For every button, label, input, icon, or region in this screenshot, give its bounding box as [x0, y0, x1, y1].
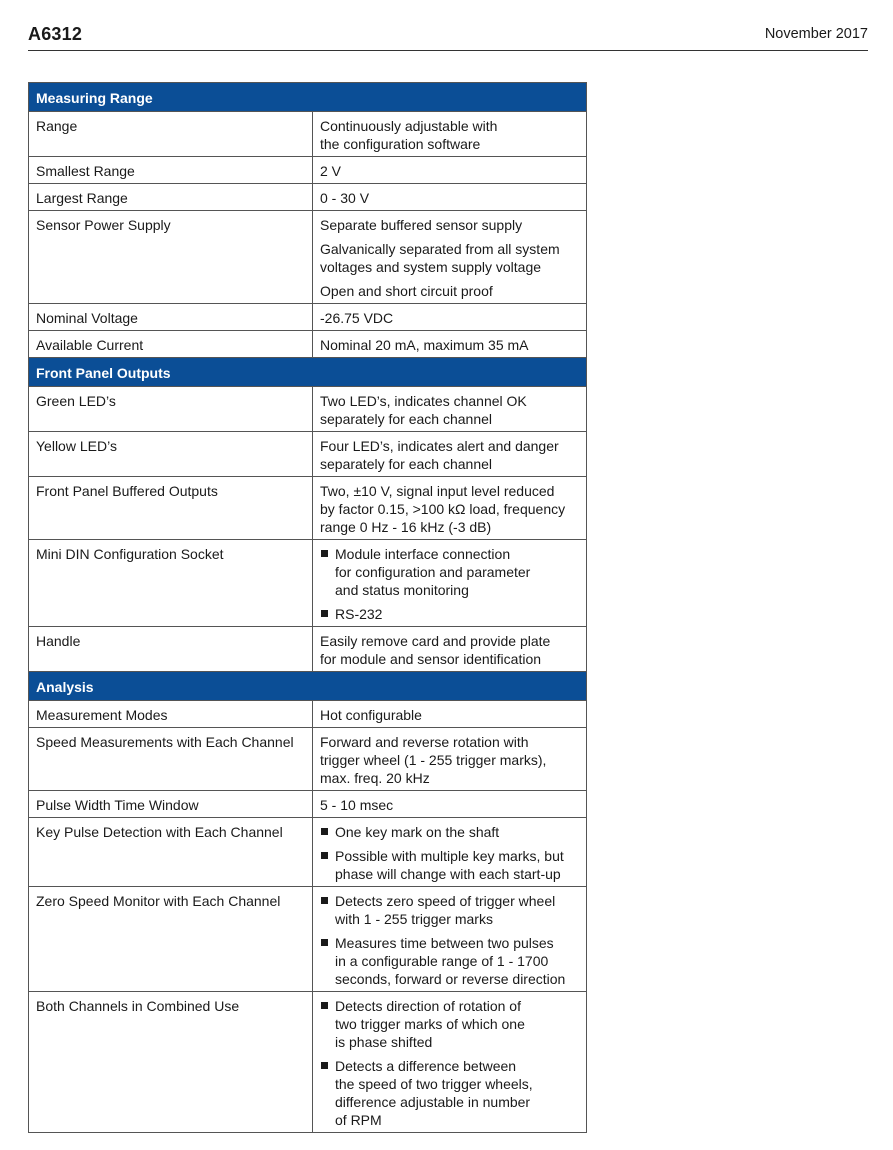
document-id: A6312	[28, 24, 83, 44]
spec-value	[313, 477, 587, 540]
spec-label: Available Current	[29, 331, 313, 358]
spec-row-mini-din-configuration-socket	[29, 540, 587, 627]
bullet-text: Detects direction of rotation of two trigger marks of which one is phase shifted	[335, 998, 525, 1050]
spec-label: Green LED’s	[29, 387, 313, 432]
bullet-item	[320, 997, 579, 1051]
spec-value	[313, 540, 587, 627]
value-line: Easily remove card and provide plate for module and sensor identification	[320, 633, 551, 667]
value-line: Open and short circuit proof	[320, 283, 493, 299]
bullet-list	[320, 823, 579, 883]
specification-table	[28, 82, 587, 1133]
spec-row-zero-speed-monitor-with-each-channel	[29, 887, 587, 992]
square-bullet-icon	[321, 828, 328, 835]
section-header-front-panel-outputs	[29, 358, 587, 387]
document-date: November 2017	[764, 26, 868, 42]
spec-label: Both Channels in Combined Use	[29, 992, 313, 1133]
bullet-text: Detects a difference between the speed of two trigger wheels, difference adjustable in number of RPM	[335, 1058, 533, 1128]
spec-value	[313, 887, 587, 992]
spec-row-handle	[29, 627, 587, 672]
spec-label: Speed Measurements with Each Channel	[29, 728, 313, 791]
spec-row-green-led-s	[29, 387, 587, 432]
value-line: Forward and reverse rotation with trigger wheel (1 - 255 trigger marks), max. freq. 20 kHz	[320, 734, 547, 786]
spec-label: Yellow LED’s	[29, 432, 313, 477]
spec-row-yellow-led-s	[29, 432, 587, 477]
square-bullet-icon	[321, 939, 328, 946]
spec-value	[313, 331, 587, 358]
section-title: Analysis	[29, 672, 587, 701]
bullet-list	[320, 997, 579, 1129]
bullet-text: Possible with multiple key marks, but phase will change with each start-up	[335, 848, 564, 882]
value-line: -26.75 VDC	[320, 310, 394, 326]
spec-row-front-panel-buffered-outputs	[29, 477, 587, 540]
value-line: 2 V	[320, 163, 342, 179]
bullet-item	[320, 847, 579, 883]
value-line: Hot configurable	[320, 707, 422, 723]
spec-value	[313, 304, 587, 331]
bullet-text: Detects zero speed of trigger wheel with 1 - 255 trigger marks	[335, 893, 556, 927]
spec-label: Measurement Modes	[29, 701, 313, 728]
section-title: Front Panel Outputs	[29, 358, 587, 387]
spec-label: Front Panel Buffered Outputs	[29, 477, 313, 540]
spec-value	[313, 387, 587, 432]
spec-row-measurement-modes	[29, 701, 587, 728]
value-line: Four LED’s, indicates alert and danger separately for each channel	[320, 438, 559, 472]
value-line: Two, ±10 V, signal input level reduced by factor 0.15, >100 kΩ load, frequency range 0 Hz - 16 kHz (-3 dB)	[320, 483, 566, 535]
spec-row-key-pulse-detection-with-each-channel	[29, 818, 587, 887]
spec-label: Mini DIN Configuration Socket	[29, 540, 313, 627]
bullet-item	[320, 892, 579, 928]
spec-label: Key Pulse Detection with Each Channel	[29, 818, 313, 887]
spec-value	[313, 627, 587, 672]
bullet-item	[320, 545, 579, 599]
section-title: Measuring Range	[29, 83, 587, 112]
value-line: 5 - 10 msec	[320, 797, 394, 813]
page-header	[28, 22, 868, 51]
value-line: Galvanically separated from all system voltages and system supply voltage	[320, 241, 560, 275]
spec-value	[313, 432, 587, 477]
section-header-analysis	[29, 672, 587, 701]
spec-value	[313, 157, 587, 184]
bullet-text: RS-232	[335, 606, 383, 622]
spec-label: Zero Speed Monitor with Each Channel	[29, 887, 313, 992]
spec-row-sensor-power-supply	[29, 211, 587, 304]
spec-value	[313, 184, 587, 211]
bullet-item	[320, 934, 579, 988]
square-bullet-icon	[321, 550, 328, 557]
bullet-item	[320, 823, 579, 841]
spec-row-largest-range	[29, 184, 587, 211]
spec-value	[313, 112, 587, 157]
bullet-list	[320, 892, 579, 988]
specification-table-body	[29, 83, 587, 1133]
square-bullet-icon	[321, 852, 328, 859]
bullet-text: One key mark on the shaft	[335, 824, 500, 840]
square-bullet-icon	[321, 1062, 328, 1069]
spec-value	[313, 791, 587, 818]
bullet-item	[320, 605, 579, 623]
bullet-list	[320, 545, 579, 623]
spec-label: Largest Range	[29, 184, 313, 211]
spec-row-smallest-range	[29, 157, 587, 184]
spec-label: Pulse Width Time Window	[29, 791, 313, 818]
square-bullet-icon	[321, 610, 328, 617]
spec-value	[313, 211, 587, 304]
spec-value	[313, 728, 587, 791]
square-bullet-icon	[321, 1002, 328, 1009]
value-line: 0 - 30 V	[320, 190, 370, 206]
value-line: Two LED’s, indicates channel OK separately for each channel	[320, 393, 527, 427]
bullet-item	[320, 1057, 579, 1129]
value-line: Continuously adjustable with the configuration software	[320, 118, 498, 152]
square-bullet-icon	[321, 897, 328, 904]
section-header-measuring-range	[29, 83, 587, 112]
bullet-text: Measures time between two pulses in a configurable range of 1 - 1700 seconds, forward or reverse direction	[335, 935, 566, 987]
spec-value	[313, 818, 587, 887]
spec-value	[313, 992, 587, 1133]
spec-label: Smallest Range	[29, 157, 313, 184]
spec-row-nominal-voltage	[29, 304, 587, 331]
spec-row-both-channels-in-combined-use	[29, 992, 587, 1133]
spec-label: Nominal Voltage	[29, 304, 313, 331]
spec-label: Handle	[29, 627, 313, 672]
spec-row-range	[29, 112, 587, 157]
spec-row-available-current	[29, 331, 587, 358]
spec-row-pulse-width-time-window	[29, 791, 587, 818]
value-line: Nominal 20 mA, maximum 35 mA	[320, 337, 529, 353]
bullet-text: Module interface connection for configuration and parameter and status monitoring	[335, 546, 531, 598]
spec-row-speed-measurements-with-each-channel	[29, 728, 587, 791]
value-line: Separate buffered sensor supply	[320, 217, 523, 233]
spec-value	[313, 701, 587, 728]
spec-label: Range	[29, 112, 313, 157]
spec-label: Sensor Power Supply	[29, 211, 313, 304]
